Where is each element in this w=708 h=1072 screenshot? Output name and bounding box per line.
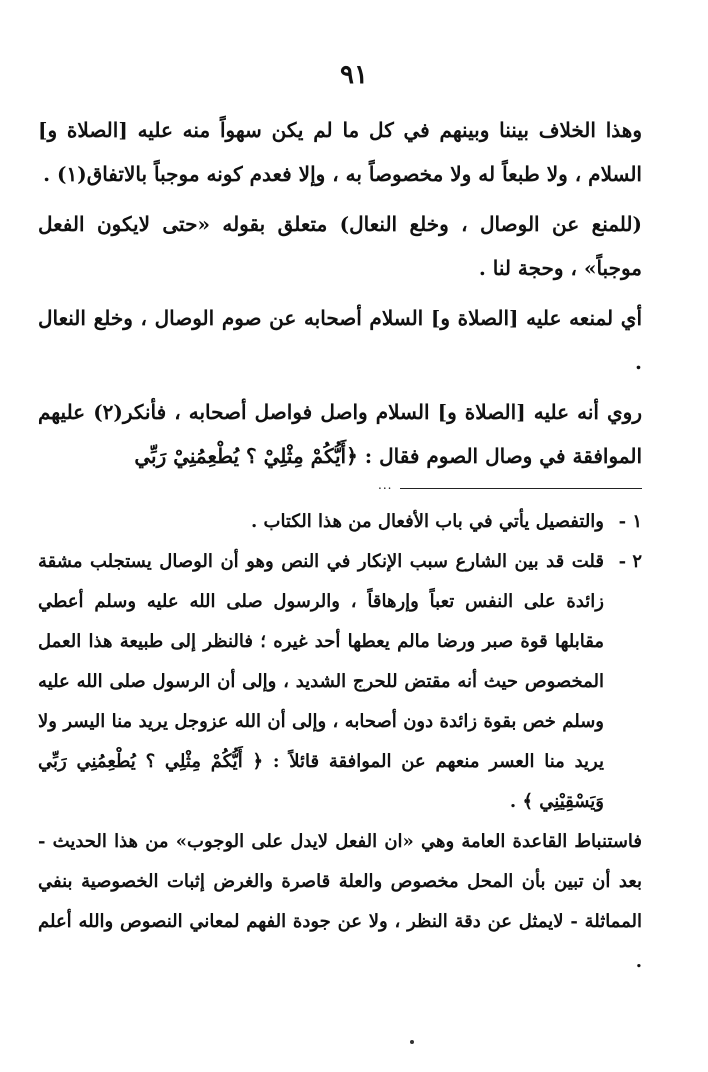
footnote-number: ٢ - xyxy=(618,551,642,572)
footnote-continuation: فاستنباط القاعدة العامة وهي «ان الفعل لايدل على الوجوب» من هذا الحديث - بعد أن تبين بأن المحل مخصوص والعلة قاصرة والغرض إثبات الخصوصية بنفي المماثلة - لايمثل عن دقة النظر ، ولا عن جودة الفهم لمعاني النصوص والله أعلم . xyxy=(38,831,642,972)
main-text xyxy=(38,108,642,478)
body-paragraph: وهذا الخلاف بيننا وبينهم في كل ما لم يكن سهواً منه عليه [الصلاة و] السلام ، ولا طبعاً له ولا مخصوصاً به ، وإلا فعدم كونه موجباً بالاتفاق(١) . xyxy=(38,118,642,186)
footnote-separator xyxy=(400,488,642,489)
page-number: ٩١ xyxy=(340,60,368,90)
body-paragraph: أي لمنعه عليه [الصلاة و] السلام أصحابه عن صوم الوصال ، وخلع النعال . xyxy=(38,306,642,374)
footnote xyxy=(38,542,642,822)
page-mark xyxy=(410,1040,414,1044)
footnote xyxy=(38,502,642,542)
separator-dots: ... xyxy=(378,478,393,492)
footnote-number: ١ - xyxy=(618,511,642,532)
body-paragraph: روي أنه عليه [الصلاة و] السلام واصل فواصل أصحابه ، فأنكر(٢) عليهم الموافقة في وصال الصوم فقال : ﴿أَيُّكُمْ مِثْلِيْ ؟ يُطْعِمُنِيْ رَبِّي xyxy=(38,400,643,468)
body-paragraph: (للمنع عن الوصال ، وخلع النعال) متعلق بقوله «حتى لايكون الفعل موجباً» ، وحجة لنا . xyxy=(38,212,642,280)
footnote-text: قلت قد بين الشارع سبب الإنكار في النص وهو أن الوصال يستجلب مشقة زائدة على النفس تعباً وإرهاقاً ، والرسول صلى الله عليه وسلم أعطي مقابلها قوة صبر ورضا مالم يعطها أحد غيره ؛ فالنظر إلى طبيعة هذا العمل المخصوص حيث أنه مقتض للحرج الشديد ، وإلى أن الرسول صلى الله عليه وسلم خص بقوة زائدة دون أصحابه ، وإلى أن الله عزوجل يريد منا اليسر ولا يريد منا العسر منعهم عن الموافقة قائلاً : ﴿ أَيُّكُمْ مِثْلِي ؟ يُطْعِمُنِي رَبِّي وَيَسْقِيْنِي ﴾ . xyxy=(38,551,604,812)
footnote-text: والتفصيل يأتي في باب الأفعال من هذا الكتاب . xyxy=(250,511,604,532)
footnotes xyxy=(38,502,642,982)
